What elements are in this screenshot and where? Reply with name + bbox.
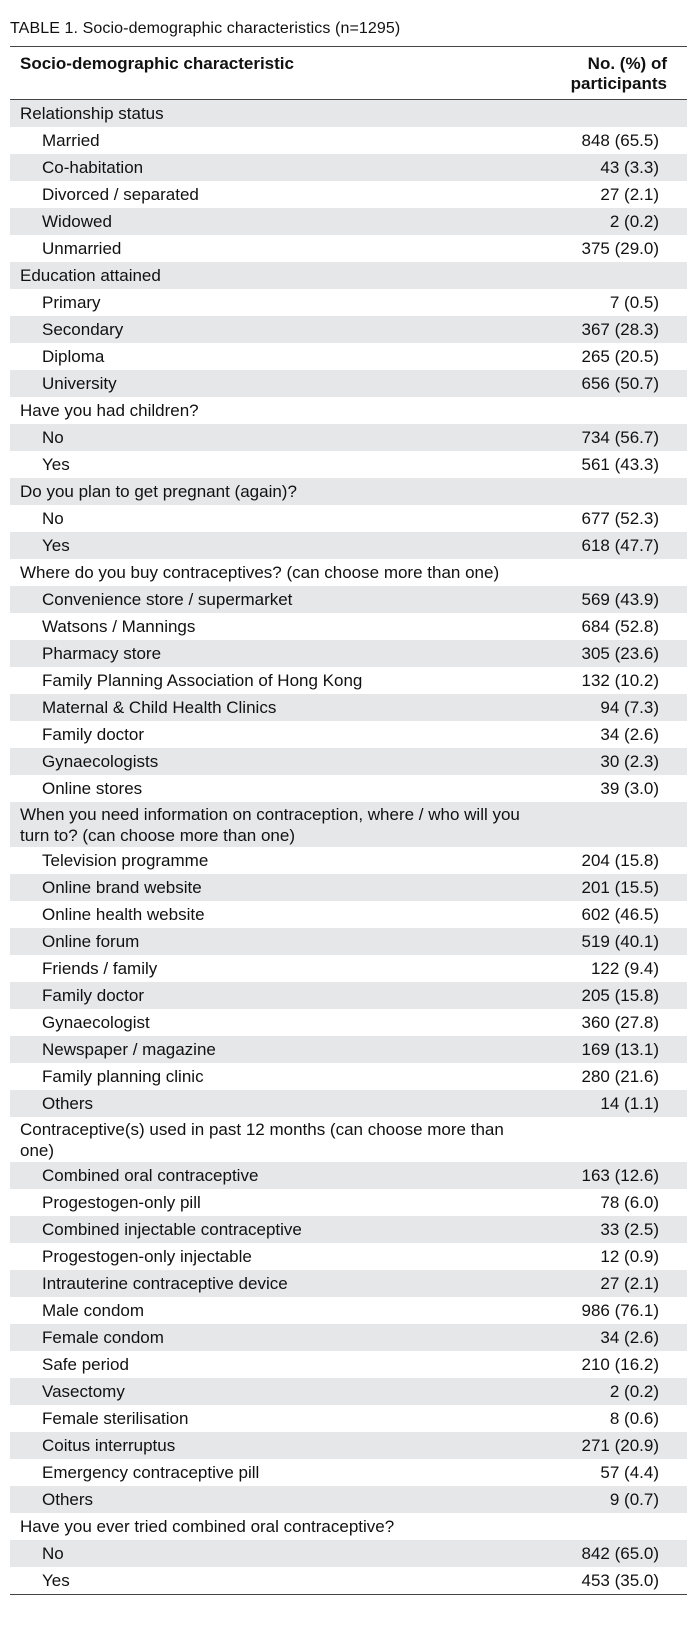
- row-label: No: [42, 509, 64, 528]
- table-row: [10, 1324, 687, 1351]
- table-category-row: [10, 559, 687, 586]
- row-value: 265 (20.5): [581, 347, 659, 366]
- row-label: Vasectomy: [42, 1382, 125, 1401]
- row-value: 39 (3.0): [600, 779, 659, 798]
- category-label: Contraceptive(s) used in past 12 months (can choose more than one): [20, 1120, 504, 1160]
- category-label: Have you had children?: [20, 401, 199, 420]
- row-value: 43 (3.3): [600, 158, 659, 177]
- table-row: [10, 1270, 687, 1297]
- table-row: [10, 667, 687, 694]
- row-value: 305 (23.6): [581, 644, 659, 663]
- row-value: 280 (21.6): [581, 1067, 659, 1086]
- row-value: 8 (0.6): [609, 1409, 659, 1428]
- row-label: Others: [42, 1490, 94, 1509]
- table-row: [10, 982, 687, 1009]
- row-label: Convenience store / supermarket: [42, 590, 293, 609]
- table-row: [10, 1063, 687, 1090]
- header-count-line2: participants: [570, 74, 667, 93]
- row-label: Watsons / Mannings: [42, 617, 196, 636]
- row-value: 367 (28.3): [581, 320, 659, 339]
- row-value: 57 (4.4): [600, 1463, 659, 1482]
- row-label: Safe period: [42, 1355, 129, 1374]
- table-row: [10, 586, 687, 613]
- row-label: Family doctor: [42, 986, 145, 1005]
- table-category-row: [10, 802, 687, 847]
- row-value: 27 (2.1): [600, 1274, 659, 1293]
- table-row: [10, 1567, 687, 1594]
- row-label: Secondary: [42, 320, 124, 339]
- row-label: Primary: [42, 293, 101, 312]
- category-label: Education attained: [20, 266, 161, 285]
- table-title: Socio-demographic characteristics (n=1295): [82, 20, 401, 37]
- table-row: [10, 1297, 687, 1324]
- row-value: 677 (52.3): [581, 509, 659, 528]
- row-label: Gynaecologist: [42, 1013, 150, 1032]
- row-label: Newspaper / magazine: [42, 1040, 216, 1059]
- row-value: 519 (40.1): [581, 932, 659, 951]
- table-category-row: [10, 262, 687, 289]
- table-row: [10, 721, 687, 748]
- row-label: No: [42, 428, 64, 447]
- row-value: 602 (46.5): [581, 905, 659, 924]
- row-label: Female condom: [42, 1328, 164, 1347]
- row-value: 7 (0.5): [609, 293, 659, 312]
- row-value: 569 (43.9): [581, 590, 659, 609]
- table-number: TABLE 1.: [10, 20, 79, 37]
- row-value: 34 (2.6): [600, 725, 659, 744]
- table-row: [10, 1162, 687, 1189]
- table-row: [10, 532, 687, 559]
- row-label: Widowed: [42, 212, 112, 231]
- table-row: [10, 748, 687, 775]
- row-value: 78 (6.0): [600, 1193, 659, 1212]
- table-row: [10, 1432, 687, 1459]
- row-value: 986 (76.1): [581, 1301, 659, 1320]
- row-value: 122 (9.4): [590, 959, 659, 978]
- row-value: 618 (47.7): [581, 536, 659, 555]
- row-value: 848 (65.5): [581, 131, 659, 150]
- row-label: Male condom: [42, 1301, 145, 1320]
- category-label: Where do you buy contraceptives? (can choose more than one): [20, 563, 500, 582]
- row-label: University: [42, 374, 117, 393]
- category-label: Do you plan to get pregnant (again)?: [20, 482, 297, 501]
- table-category-row: [10, 478, 687, 505]
- row-value: 656 (50.7): [581, 374, 659, 393]
- header-count-line1: No. (%) of: [587, 54, 667, 73]
- row-label: Yes: [42, 1571, 70, 1590]
- table-row: [10, 235, 687, 262]
- row-value: 842 (65.0): [581, 1544, 659, 1563]
- row-label: Diploma: [42, 347, 105, 366]
- table-row: [10, 451, 687, 478]
- row-label: Emergency contraceptive pill: [42, 1463, 260, 1482]
- table-row: [10, 1540, 687, 1567]
- row-value: 453 (35.0): [581, 1571, 659, 1590]
- row-value: 33 (2.5): [600, 1220, 659, 1239]
- row-value: 201 (15.5): [581, 878, 659, 897]
- row-label: Online brand website: [42, 878, 202, 897]
- row-value: 360 (27.8): [581, 1013, 659, 1032]
- table-row: [10, 370, 687, 397]
- table-row: [10, 1090, 687, 1117]
- table-category-row: [10, 397, 687, 424]
- row-value: 684 (52.8): [581, 617, 659, 636]
- category-label: Have you ever tried combined oral contraceptive?: [20, 1517, 395, 1536]
- row-label: Family doctor: [42, 725, 145, 744]
- header-characteristic: Socio-demographic characteristic: [20, 54, 294, 73]
- table-row: [10, 1378, 687, 1405]
- table-row: [10, 1009, 687, 1036]
- row-label: Maternal & Child Health Clinics: [42, 698, 277, 717]
- row-value: 375 (29.0): [581, 239, 659, 258]
- table-row: [10, 1243, 687, 1270]
- category-label: Relationship status: [20, 104, 164, 123]
- table-row: [10, 1216, 687, 1243]
- row-value: 561 (43.3): [581, 455, 659, 474]
- row-label: Pharmacy store: [42, 644, 162, 663]
- row-label: Family Planning Association of Hong Kong: [42, 671, 363, 690]
- row-label: Co-habitation: [42, 158, 144, 177]
- row-value: 271 (20.9): [581, 1436, 659, 1455]
- table-row: [10, 928, 687, 955]
- table-row: [10, 127, 687, 154]
- table-row: [10, 901, 687, 928]
- row-value: 30 (2.3): [600, 752, 659, 771]
- table-row: [10, 208, 687, 235]
- row-label: Online forum: [42, 932, 140, 951]
- row-label: Married: [42, 131, 100, 150]
- row-label: Yes: [42, 536, 70, 555]
- table-row: [10, 874, 687, 901]
- row-value: 34 (2.6): [600, 1328, 659, 1347]
- table-body: [10, 100, 687, 1594]
- row-label: Family planning clinic: [42, 1067, 204, 1086]
- row-label: Online health website: [42, 905, 205, 924]
- data-table: [10, 46, 687, 1595]
- row-label: Others: [42, 1094, 94, 1113]
- row-value: 734 (56.7): [581, 428, 659, 447]
- row-label: Divorced / separated: [42, 185, 199, 204]
- row-value: 204 (15.8): [581, 851, 659, 870]
- category-label: When you need information on contraception, where / who will you turn to? (can choose more than one): [20, 805, 520, 845]
- table-row: [10, 1189, 687, 1216]
- table-row: [10, 1405, 687, 1432]
- table-row: [10, 613, 687, 640]
- row-label: Female sterilisation: [42, 1409, 189, 1428]
- table-row: [10, 847, 687, 874]
- row-value: 9 (0.7): [609, 1490, 659, 1509]
- row-value: 12 (0.9): [600, 1247, 659, 1266]
- row-label: No: [42, 1544, 64, 1563]
- row-label: Progestogen-only injectable: [42, 1247, 252, 1266]
- row-label: Online stores: [42, 779, 143, 798]
- table-row: [10, 1486, 687, 1513]
- row-value: 94 (7.3): [600, 698, 659, 717]
- row-label: Intrauterine contraceptive device: [42, 1274, 288, 1293]
- table-row: [10, 1351, 687, 1378]
- row-label: Progestogen-only pill: [42, 1193, 201, 1212]
- table-row: [10, 694, 687, 721]
- row-value: 169 (13.1): [581, 1040, 659, 1059]
- row-label: Friends / family: [42, 959, 158, 978]
- table-row: [10, 640, 687, 667]
- table-row: [10, 1036, 687, 1063]
- row-value: 14 (1.1): [600, 1094, 659, 1113]
- table-category-row: [10, 1117, 687, 1162]
- row-value: 2 (0.2): [609, 1382, 659, 1401]
- row-value: 210 (16.2): [581, 1355, 659, 1374]
- table-row: [10, 424, 687, 451]
- row-label: Combined injectable contraceptive: [42, 1220, 302, 1239]
- table-row: [10, 955, 687, 982]
- table-category-row: [10, 100, 687, 127]
- table-header: [10, 47, 687, 100]
- row-label: Combined oral contraceptive: [42, 1166, 259, 1185]
- row-value: 27 (2.1): [600, 185, 659, 204]
- table-row: [10, 289, 687, 316]
- table-row: [10, 181, 687, 208]
- table-row: [10, 316, 687, 343]
- row-value: 2 (0.2): [609, 212, 659, 231]
- row-label: Television programme: [42, 851, 209, 870]
- table-row: [10, 1459, 687, 1486]
- table-category-row: [10, 1513, 687, 1540]
- table-row: [10, 343, 687, 370]
- row-value: 163 (12.6): [581, 1166, 659, 1185]
- row-label: Unmarried: [42, 239, 122, 258]
- table-row: [10, 154, 687, 181]
- row-label: Gynaecologists: [42, 752, 159, 771]
- table-row: [10, 775, 687, 802]
- header-count: [527, 54, 667, 94]
- row-label: Yes: [42, 455, 70, 474]
- table-row: [10, 505, 687, 532]
- row-label: Coitus interruptus: [42, 1436, 176, 1455]
- row-value: 205 (15.8): [581, 986, 659, 1005]
- table-caption: [10, 18, 400, 40]
- row-value: 132 (10.2): [581, 671, 659, 690]
